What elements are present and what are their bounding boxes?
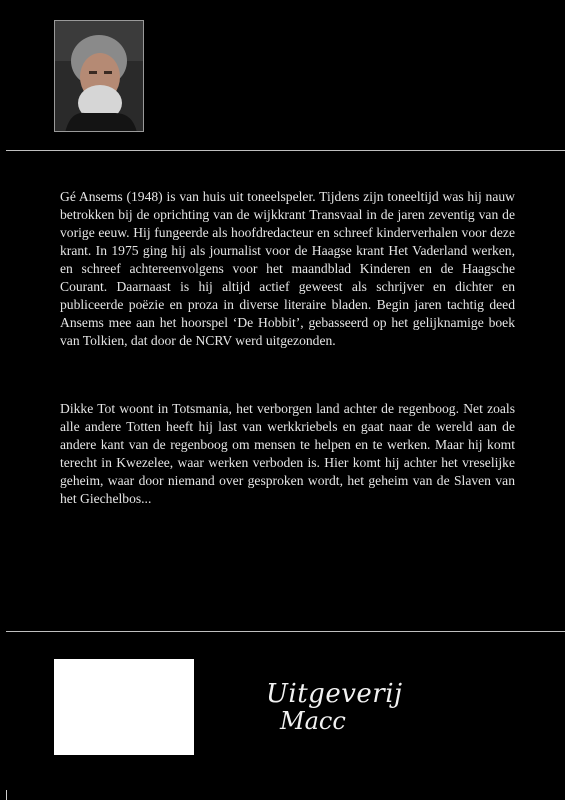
publisher-name-line2: Macc	[280, 707, 346, 735]
barcode-area	[54, 659, 194, 755]
top-divider	[6, 150, 565, 151]
author-photo	[54, 20, 144, 132]
crop-mark	[6, 790, 7, 800]
publisher-logo	[266, 679, 446, 741]
publisher-name-line1: Uitgeverij	[266, 679, 403, 709]
author-portrait-illustration	[55, 21, 144, 132]
bottom-divider	[6, 631, 565, 632]
author-biography: Gé Ansems (1948) is van huis uit toneelspeler. Tijdens zijn toneeltijd was hij nauw betrokken bij de oprichting van de wijkkrant Transvaal in de jaren zeventig van de vorige eeuw. Hij fungeerde als hoofdredacteur en schreef kinderverhalen voor deze krant. In 1975 ging hij als journalist voor de Haagse krant Het Vaderland werken, en schreef achtereenvolgens voor het maandblad Kinderen en de Haagsche Courant. Daarnaast is hij altijd actief geweest als schrijver en dichter en publiceerde poëzie en proza in diverse literaire bladen. Begin jaren tachtig deed Ansems mee aan het hoorspel ‘De Hobbit’, gebasseerd op het gelijknamige boek van Tolkien, dat door de NCRV werd uitgezonden.	[60, 189, 515, 348]
book-synopsis: Dikke Tot woont in Totsmania, het verborgen land achter de regenboog. Net zoals alle andere Totten heeft hij last van werkkriebels en gaat naar de wereld aan de andere kant van de regenboog om mensen te helpen en te werken. Maar hij komt terecht in Kwezelee, waar werken verboden is. Hier komt hij achter het vreselijke geheim, waar door niemand over gesproken wordt, het geheim van de Slaven van het Giechelbos...	[60, 401, 515, 506]
